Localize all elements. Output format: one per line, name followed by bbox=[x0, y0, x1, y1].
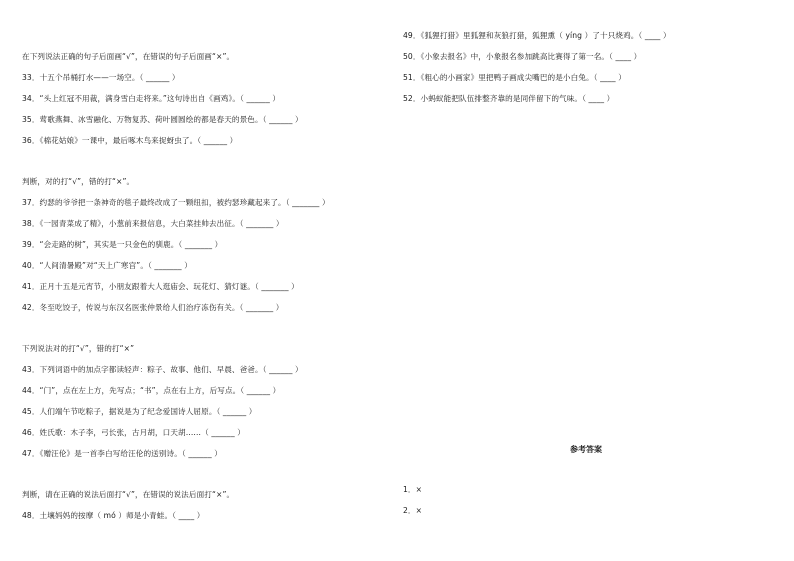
section2-heading: 判断，对的打“√”，错的打“×”。 bbox=[22, 177, 135, 186]
question-34: 34．“头上红冠不用裁，满身雪白走将来。”这句诗出自《画鸡》。（ ______ ） bbox=[22, 94, 281, 103]
question-45: 45．人们端午节吃粽子，据说是为了纪念爱国诗人屈原。（ ______ ） bbox=[22, 407, 257, 416]
question-43: 43．下列词语中的加点字都读轻声：粽子、故事、他们、早晨、爸爸。（ ______ ） bbox=[22, 365, 303, 374]
question-41: 41．正月十五是元宵节，小朋友跟着大人逛庙会、玩花灯、猜灯谜。（ _______ ） bbox=[22, 282, 299, 291]
section4-heading: 判断，请在正确的说法后面打“√”，在错误的说法后面打“×”。 bbox=[22, 490, 235, 499]
question-42: 42．冬至吃饺子，传说与东汉名医张仲景给人们治疗冻伤有关。（ _______ ） bbox=[22, 303, 284, 312]
question-48: 48．土壤妈妈的按摩（ mó ）师是小青蛙。（ ____ ） bbox=[22, 511, 205, 520]
question-52: 52．小蚂蚁能把队伍排整齐靠的是同伴留下的气味。（ ____ ） bbox=[403, 94, 615, 103]
question-37: 37．约瑟的爷爷把一条神奇的毯子最终改成了一颗纽扣，被约瑟珍藏起来了。（ _______ ） bbox=[22, 198, 330, 207]
question-39: 39．“会走路的树”，其实是一只金色的驯鹿。（ _______ ） bbox=[22, 240, 223, 249]
question-49: 49．《狐狸打猎》里狐狸和灰狼打猎，狐狸熏（ yíng ）了十只烧鸡。（ ____ ） bbox=[403, 31, 671, 40]
question-46: 46．姓氏歌：木子李，弓长张，古月胡，口天胡……（ ______ ） bbox=[22, 428, 245, 437]
question-35: 35．莺歌燕舞、冰雪融化、万物复苏、荷叶圆圆绘的都是春天的景色。（ ______ ） bbox=[22, 115, 303, 124]
section3-heading: 下列说法对的打“√”，错的打“×” bbox=[22, 344, 135, 353]
question-40: 40．“人间清暑殿”对“天上广寒宫”。（ _______ ） bbox=[22, 261, 192, 270]
question-50: 50．《小象去报名》中，小象报名参加跳高比赛得了第一名。（ ____ ） bbox=[403, 52, 642, 61]
question-38: 38．《一园青菜成了精》，小葱前来报信息，大白菜挂帅去出征。（ _______ ） bbox=[22, 219, 284, 228]
section1-heading: 在下列说法正确的句子后面画“√”，在错误的句子后面画“×”。 bbox=[22, 52, 235, 61]
question-51: 51．《粗心的小画家》里把鸭子画成尖嘴巴的是小白兔。（ ____ ） bbox=[403, 73, 626, 82]
answer-2: 2．× bbox=[403, 506, 423, 515]
answer-1: 1．× bbox=[403, 485, 423, 494]
answers-title: 参考答案 bbox=[570, 445, 602, 454]
question-44: 44．“门”，点在左上方，先写点；“书”，点在右上方，后写点。（ ______ ） bbox=[22, 386, 281, 395]
question-33: 33．十五个吊桶打水——一场空。（ ______ ） bbox=[22, 73, 180, 82]
question-47: 47．《赠汪伦》是一首李白写给汪伦的送别诗。（ ______ ） bbox=[22, 449, 222, 458]
question-36: 36．《棉花姑娘》一课中，最后啄木鸟来捉蚜虫了。（ ______ ） bbox=[22, 136, 238, 145]
